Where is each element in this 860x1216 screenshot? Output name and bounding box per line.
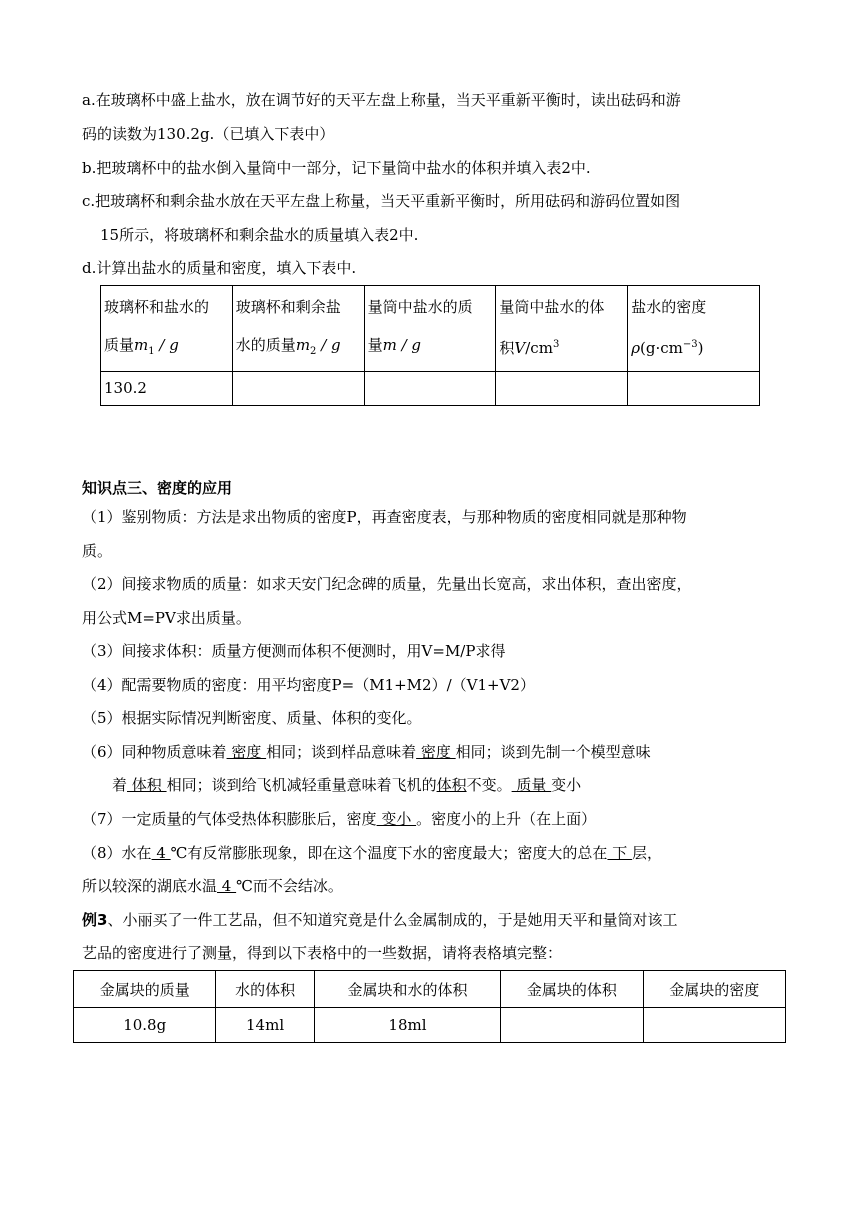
blank-answer: 4 (217, 877, 237, 895)
example-3-line2: 艺品的密度进行了测量，得到以下表格中的一些数据，请将表格填完整： (82, 944, 563, 962)
point-5: （5）根据实际情况判断密度、质量、体积的变化。 (82, 709, 422, 727)
example-3-line1: 例3、小丽买了一件工艺品，但不知道究竟是什么金属制成的，于是她用天平和量筒对该工 (82, 911, 678, 929)
step-c-line1: c.把玻璃杯和剩余盐水放在天平左盘上称量，当天平重新平衡时，所用砝码和游码位置如图 (82, 192, 681, 210)
table-row (101, 372, 760, 406)
point-2-line1: （2）间接求物质的质量：如求天安门纪念碑的质量，先量出长宽高，求出体积，查出密度， (82, 575, 692, 593)
table-header-row (101, 286, 760, 372)
header-cell: 金属块和水的体积 (314, 971, 500, 1008)
step-b: b.把玻璃杯中的盐水倒入量筒中一部分，记下量筒中盐水的体积并填入表2中. (82, 159, 591, 177)
header-cell: 玻璃杯和盐水的 质量$m_1$ / g (101, 286, 233, 372)
point-6-line1: （6）同种物质意味着 密度 相同；谈到样品意味着 密度 相同；谈到先制一个模型意味 (82, 743, 651, 761)
step-a-line1: a.在玻璃杯中盛上盐水，放在调节好的天平左盘上称量，当天平重新平衡时，读出砝码和游 (82, 91, 681, 109)
point-1-line1: （1）鉴别物质：方法是求出物质的密度P，再查密度表，与那种物质的密度相同就是那种物 (82, 508, 687, 526)
table-cell (501, 1008, 643, 1043)
table-cell (232, 372, 364, 406)
blank-answer: 下 (607, 844, 632, 862)
header-cell: 金属块的质量 (74, 971, 216, 1008)
point-3: （3）间接求体积：质量方便测而体积不便测时，用V=M/P求得 (82, 642, 506, 660)
point-4: （4）配需要物质的密度：用平均密度P=（M1+M2）/（V1+V2） (82, 676, 535, 694)
blank-answer: 变小 (376, 810, 417, 828)
blank-answer: 4 (151, 844, 171, 862)
table-cell: 130.2 (101, 372, 233, 406)
point-8-line2: 所以较深的湖底水温 4 ℃而不会结冰。 (82, 877, 343, 895)
step-a-line2: 码的读数为130.2g.（已填入下表中） (82, 125, 335, 143)
header-cell: 量筒中盐水的质 量m / g (364, 286, 496, 372)
table-cell (364, 372, 496, 406)
header-cell: 玻璃杯和剩余盐 水的质量$m_2$ / g (232, 286, 364, 372)
blank-answer: 体积 (127, 776, 167, 794)
header-cell: 水的体积 (216, 971, 314, 1008)
step-c-line2: 15所示，将玻璃杯和剩余盐水的质量填入表2中. (100, 226, 419, 244)
blank-answer: 密度 (416, 743, 456, 761)
header-cell: 金属块的密度 (643, 971, 785, 1008)
table-cell (628, 372, 760, 406)
header-cell: 金属块的体积 (501, 971, 643, 1008)
table-cell: 14ml (216, 1008, 314, 1043)
point-6-line2: 着 体积 相同；谈到给飞机减轻重量意味着飞机的体积不变。 质量 变小 (112, 776, 582, 794)
step-d: d.计算出盐水的质量和密度，填入下表中. (82, 259, 357, 277)
table-cell (643, 1008, 785, 1043)
metal-block-table (73, 970, 786, 1043)
table-cell: 10.8g (74, 1008, 216, 1043)
point-2-line2: 用公式M=PV求出质量。 (82, 609, 251, 627)
point-1-line2: 质。 (82, 542, 113, 560)
example-label: 例3 (82, 911, 108, 929)
blank-answer: 密度 (226, 743, 267, 761)
table-cell (496, 372, 628, 406)
brine-density-table (100, 285, 760, 406)
table-header-row (74, 971, 786, 1008)
point-8-line1: （8）水在 4 ℃有反常膨胀现象，即在这个温度下水的密度最大；密度大的总在 下 层， (82, 844, 662, 862)
section-title: 知识点三、密度的应用 (82, 479, 233, 497)
underlined-word: 体积 (436, 776, 467, 794)
header-cell: 盐水的密度 $\rho(g\cdot cm^{-3})$ (628, 286, 760, 372)
table-row (74, 1008, 786, 1043)
table-cell: 18ml (314, 1008, 500, 1043)
blank-answer: 质量 (511, 776, 552, 794)
header-cell: 量筒中盐水的体 积$V/cm^3$ (496, 286, 628, 372)
point-7: （7）一定质量的气体受热体积膨胀后，密度 变小 。密度小的上升（在上面） (82, 810, 597, 828)
